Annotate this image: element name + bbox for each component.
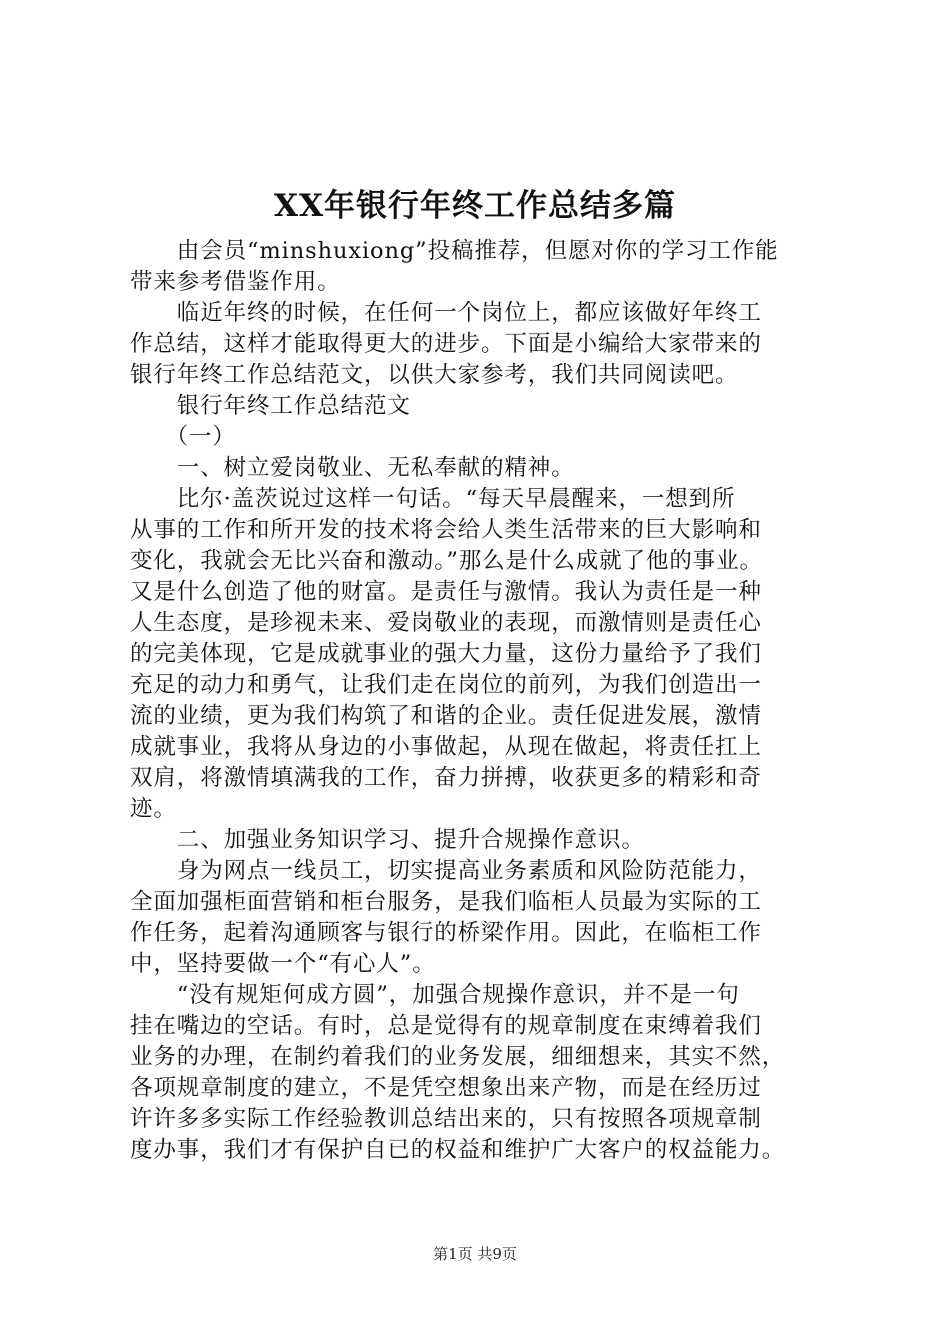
- section-heading: 银行年终工作总结范文: [130, 393, 411, 419]
- body-line: 从事的工作和所开发的技术将会给人类生活带来的巨大影响和: [130, 517, 762, 543]
- body-line: 充足的动力和勇气，让我们走在岗位的前列，为我们创造出一: [130, 672, 762, 698]
- body-line: 的完美体现，它是成就事业的强大力量，这份力量给予了我们: [130, 641, 762, 667]
- body-line: 挂在嘴边的空话。有时，总是觉得有的规章制度在束缚着我们: [130, 1013, 762, 1039]
- body-line: 中，坚持要做一个“有心人”。: [130, 951, 436, 977]
- body-line: 业务的办理，在制约着我们的业务发展，细细想来，其实不然，: [130, 1044, 786, 1070]
- body-line: 迹。: [130, 796, 177, 822]
- body-line: 比尔·盖茨说过这样一句话。“每天早晨醒来，一想到所: [130, 486, 736, 512]
- document-title: XX年银行年终工作总结多篇: [273, 188, 677, 224]
- page-footer: 第1页 共9页: [433, 1245, 517, 1263]
- body-line: 双肩，将激情填满我的工作，奋力拼搏，收获更多的精彩和奇: [130, 765, 762, 791]
- body-line: 变化，我就会无比兴奋和激动。”那么是什么成就了他的事业。: [130, 548, 763, 574]
- body-line: 全面加强柜面营销和柜台服务，是我们临柜人员最为实际的工: [130, 889, 762, 915]
- body-line: 各项规章制度的建立，不是凭空想象出来产物，而是在经历过: [130, 1075, 762, 1101]
- body-line: “没有规矩何成方圆”，加强合规操作意识，并不是一句: [130, 982, 740, 1008]
- body-line: 身为网点一线员工，切实提高业务素质和风险防范能力，: [130, 858, 762, 884]
- subsection-heading: 二、加强业务知识学习、提升合规操作意识。: [130, 827, 645, 853]
- body-line: 人生态度，是珍视未来、爱岗敬业的表现，而激情则是责任心: [130, 610, 762, 636]
- body-line: 作总结，这样才能取得更大的进步。下面是小编给大家带来的: [130, 331, 762, 357]
- body-line: 临近年终的时候，在任何一个岗位上，都应该做好年终工: [130, 300, 762, 326]
- body-line: 又是什么创造了他的财富。是责任与激情。我认为责任是一种: [130, 579, 762, 605]
- body-line: 度办事，我们才有保护自已的权益和维护广大客户的权益能力。: [130, 1137, 786, 1163]
- body-line: 成就事业，我将从身边的小事做起，从现在做起，将责任扛上: [130, 734, 762, 760]
- body-line: 银行年终工作总结范文，以供大家参考，我们共同阅读吧。: [130, 362, 739, 388]
- body-line: 流的业绩，更为我们构筑了和谐的企业。责任促进发展，激情: [130, 703, 762, 729]
- body-line: 作任务，起着沟通顾客与银行的桥梁作用。因此，在临柜工作: [130, 920, 762, 946]
- section-number: （一）: [130, 424, 236, 450]
- body-line: 许许多多实际工作经验教训总结出来的，只有按照各项规章制: [130, 1106, 762, 1132]
- subsection-heading: 一、树立爱岗敬业、无私奉献的精神。: [130, 455, 575, 481]
- body-line: 带来参考借鉴作用。: [130, 269, 341, 295]
- body-line: 由会员“minshuxiong”投稿推荐，但愿对你的学习工作能: [130, 238, 779, 264]
- document-body: [130, 236, 830, 1166]
